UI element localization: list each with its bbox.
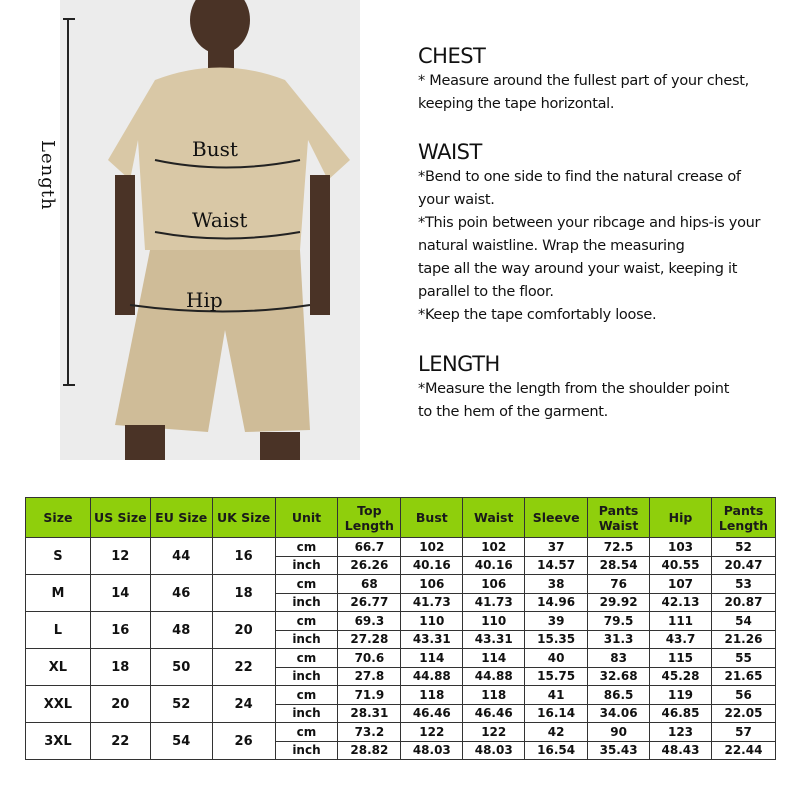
value-cell: 22.44 [711,741,775,760]
value-cell: 123 [650,723,712,742]
value-cell: 29.92 [588,593,650,612]
table-row [26,612,776,631]
value-cell: 73.2 [338,723,401,742]
value-cell: 106 [463,575,525,594]
waist-instructions [418,140,798,327]
column-header: Top Length [338,498,401,538]
table-row [26,575,776,594]
value-cell: 15.75 [525,667,588,686]
value-cell: 43.31 [401,630,463,649]
unit-cell: cm [275,612,338,631]
length-ruler [63,18,73,386]
column-header: Sleeve [525,498,588,538]
value-cell: 40 [525,649,588,668]
us-cell: 14 [90,575,150,612]
column-header: EU Size [150,498,212,538]
unit-cell: inch [275,667,338,686]
length-label: Length [37,140,58,211]
value-cell: 107 [650,575,712,594]
value-cell: 115 [650,649,712,668]
hip-label: Hip [186,288,223,312]
unit-cell: cm [275,649,338,668]
us-cell: 22 [90,723,150,760]
value-cell: 42.13 [650,593,712,612]
value-cell: 119 [650,686,712,705]
size-cell: S [26,538,91,575]
table-row [26,723,776,742]
table-row [26,649,776,668]
value-cell: 26.77 [338,593,401,612]
size-chart-table [25,497,776,760]
value-cell: 14.96 [525,593,588,612]
column-header: Unit [275,498,338,538]
eu-cell: 54 [150,723,212,760]
value-cell: 28.82 [338,741,401,760]
column-header: Hip [650,498,712,538]
us-cell: 16 [90,612,150,649]
text-line: your waist. [418,192,495,208]
column-header: Pants Waist [588,498,650,538]
value-cell: 48.43 [650,741,712,760]
value-cell: 114 [401,649,463,668]
value-cell: 102 [401,538,463,557]
value-cell: 21.65 [711,667,775,686]
value-cell: 76 [588,575,650,594]
value-cell: 72.5 [588,538,650,557]
column-header: Waist [463,498,525,538]
value-cell: 118 [463,686,525,705]
value-cell: 44.88 [463,667,525,686]
value-cell: 46.46 [401,704,463,723]
value-cell: 102 [463,538,525,557]
value-cell: 14.57 [525,556,588,575]
value-cell: 46.85 [650,704,712,723]
eu-cell: 48 [150,612,212,649]
value-cell: 37 [525,538,588,557]
value-cell: 83 [588,649,650,668]
table-row [26,686,776,705]
value-cell: 46.46 [463,704,525,723]
value-cell: 27.8 [338,667,401,686]
table-row [26,538,776,557]
value-cell: 22.05 [711,704,775,723]
text-line: to the hem of the garment. [418,404,608,420]
column-header: Bust [401,498,463,538]
value-cell: 66.7 [338,538,401,557]
value-cell: 44.88 [401,667,463,686]
text-line: *Bend to one side to find the natural crease of [418,169,741,185]
size-cell: XL [26,649,91,686]
value-cell: 48.03 [463,741,525,760]
value-cell: 16.14 [525,704,588,723]
value-cell: 110 [463,612,525,631]
value-cell: 54 [711,612,775,631]
value-cell: 43.7 [650,630,712,649]
value-cell: 32.68 [588,667,650,686]
value-cell: 52 [711,538,775,557]
length-instructions [418,352,798,424]
value-cell: 56 [711,686,775,705]
unit-cell: cm [275,538,338,557]
section-title: WAIST [418,140,482,164]
unit-cell: inch [275,556,338,575]
size-cell: L [26,612,91,649]
uk-cell: 26 [212,723,275,760]
us-cell: 20 [90,686,150,723]
unit-cell: cm [275,575,338,594]
column-header: UK Size [212,498,275,538]
value-cell: 48.03 [401,741,463,760]
value-cell: 106 [401,575,463,594]
value-cell: 57 [711,723,775,742]
value-cell: 40.16 [401,556,463,575]
value-cell: 42 [525,723,588,742]
value-cell: 40.16 [463,556,525,575]
unit-cell: cm [275,723,338,742]
value-cell: 16.54 [525,741,588,760]
unit-cell: inch [275,593,338,612]
text-line: keeping the tape horizontal. [418,96,615,112]
text-line: natural waistline. Wrap the measuring [418,238,685,254]
value-cell: 71.9 [338,686,401,705]
text-line: parallel to the floor. [418,284,554,300]
unit-cell: inch [275,704,338,723]
value-cell: 55 [711,649,775,668]
text-line: *Keep the tape comfortably loose. [418,307,657,323]
value-cell: 90 [588,723,650,742]
value-cell: 69.3 [338,612,401,631]
value-cell: 20.47 [711,556,775,575]
unit-cell: inch [275,630,338,649]
bust-label: Bust [192,137,238,161]
value-cell: 70.6 [338,649,401,668]
value-cell: 26.26 [338,556,401,575]
value-cell: 15.35 [525,630,588,649]
value-cell: 45.28 [650,667,712,686]
value-cell: 21.26 [711,630,775,649]
section-title: LENGTH [418,352,500,376]
eu-cell: 52 [150,686,212,723]
uk-cell: 16 [212,538,275,575]
value-cell: 68 [338,575,401,594]
size-cell: XXL [26,686,91,723]
value-cell: 53 [711,575,775,594]
value-cell: 43.31 [463,630,525,649]
value-cell: 35.43 [588,741,650,760]
value-cell: 34.06 [588,704,650,723]
text-line: tape all the way around your waist, keeping it [418,261,738,277]
size-cell: 3XL [26,723,91,760]
value-cell: 40.55 [650,556,712,575]
value-cell: 31.3 [588,630,650,649]
value-cell: 41.73 [401,593,463,612]
unit-cell: inch [275,741,338,760]
value-cell: 28.54 [588,556,650,575]
value-cell: 103 [650,538,712,557]
uk-cell: 22 [212,649,275,686]
value-cell: 39 [525,612,588,631]
text-line: *Measure the length from the shoulder point [418,381,730,397]
column-header: Pants Length [711,498,775,538]
text-line: * Measure around the fullest part of your chest, [418,73,749,89]
us-cell: 18 [90,649,150,686]
value-cell: 79.5 [588,612,650,631]
value-cell: 111 [650,612,712,631]
value-cell: 28.31 [338,704,401,723]
value-cell: 20.87 [711,593,775,612]
uk-cell: 24 [212,686,275,723]
chest-instructions [418,44,798,116]
uk-cell: 20 [212,612,275,649]
value-cell: 114 [463,649,525,668]
column-header: Size [26,498,91,538]
column-header: US Size [90,498,150,538]
section-title: CHEST [418,44,486,68]
value-cell: 41 [525,686,588,705]
eu-cell: 44 [150,538,212,575]
value-cell: 38 [525,575,588,594]
value-cell: 86.5 [588,686,650,705]
value-cell: 122 [463,723,525,742]
waist-label: Waist [192,208,248,232]
text-line: *This poin between your ribcage and hips-is your [418,215,761,231]
size-cell: M [26,575,91,612]
eu-cell: 50 [150,649,212,686]
unit-cell: cm [275,686,338,705]
value-cell: 41.73 [463,593,525,612]
uk-cell: 18 [212,575,275,612]
value-cell: 27.28 [338,630,401,649]
value-cell: 122 [401,723,463,742]
value-cell: 110 [401,612,463,631]
eu-cell: 46 [150,575,212,612]
us-cell: 12 [90,538,150,575]
value-cell: 118 [401,686,463,705]
